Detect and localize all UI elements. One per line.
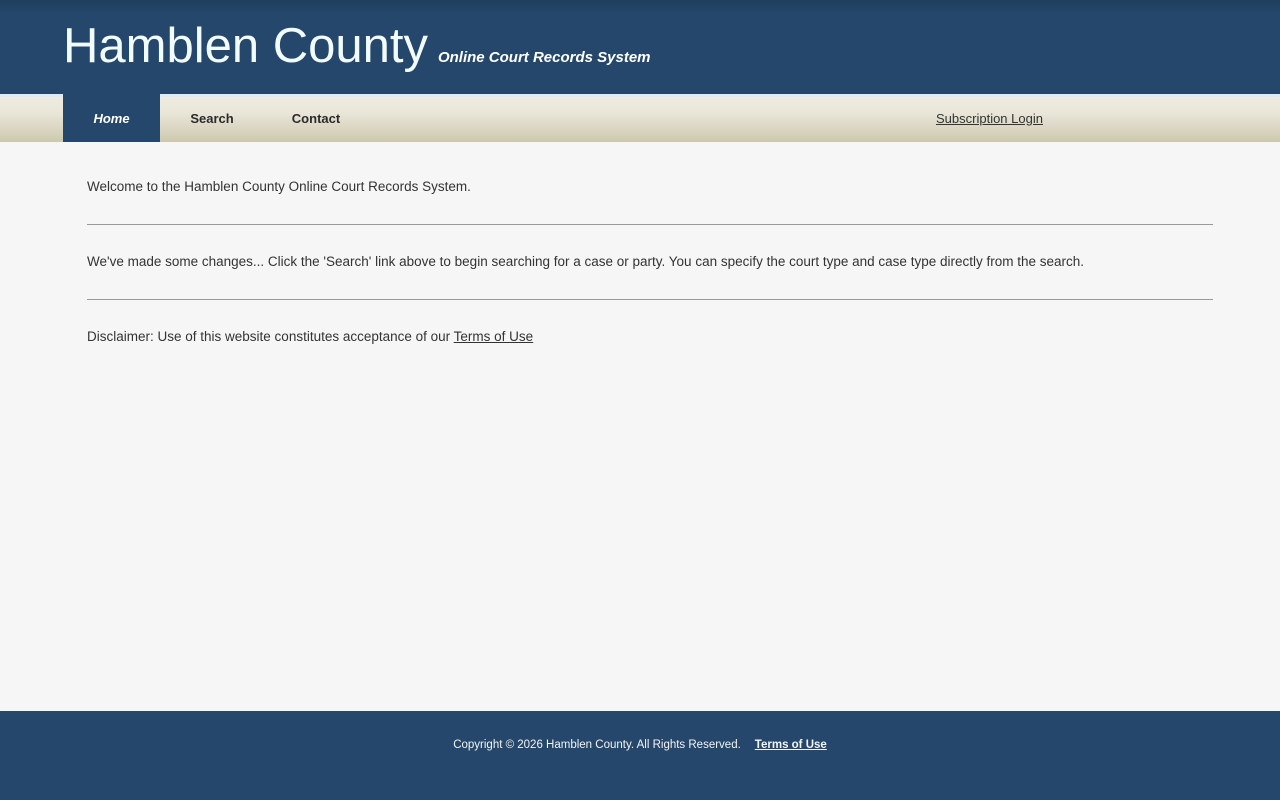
nav-tab-contact[interactable]: Contact	[291, 110, 341, 126]
site-footer	[0, 711, 1280, 800]
welcome-text: Welcome to the Hamblen County Online Court Records System.	[87, 179, 471, 194]
terms-of-use-link[interactable]: Terms of Use	[453, 329, 534, 344]
site-header	[0, 0, 1280, 94]
site-title: Hamblen County	[63, 19, 428, 73]
subscription-login-link[interactable]: Subscription Login	[936, 110, 1043, 126]
footer-terms-of-use-link[interactable]: Terms of Use	[754, 739, 827, 751]
site-subtitle: Online Court Records System	[437, 49, 651, 66]
nav-tabs	[63, 94, 368, 142]
main-content	[0, 142, 1280, 711]
main-nav	[0, 94, 1280, 142]
disclaimer-text	[87, 329, 1213, 345]
copyright-text: Copyright © 2026 Hamblen County. All Rights Reserved.	[453, 739, 741, 751]
brand	[63, 18, 651, 74]
nav-tab-home[interactable]: Home	[63, 94, 160, 142]
content-divider	[87, 224, 1213, 225]
content-container	[87, 142, 1213, 345]
nav-tab-search[interactable]: Search	[190, 110, 234, 126]
content-divider	[87, 299, 1213, 300]
changes-text: We've made some changes... Click the 'Search' link above to begin searching for a case or party. You can specify the court type and case type directly from the search.	[87, 254, 1085, 269]
disclaimer-prefix: Disclaimer: Use of this website constitutes acceptance of our	[87, 329, 454, 344]
